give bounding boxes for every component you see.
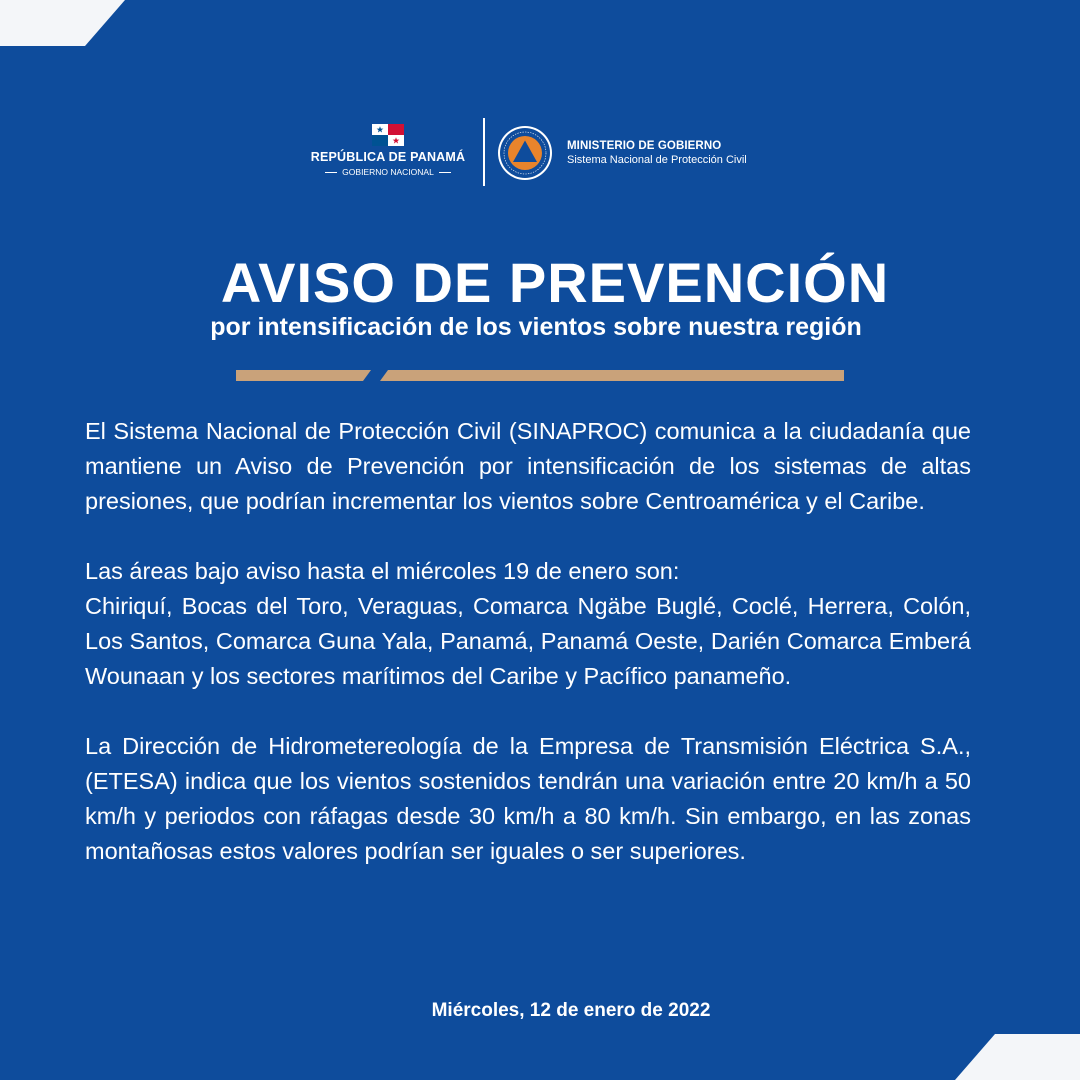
header-divider	[483, 118, 485, 186]
accent-divider-bar	[236, 370, 844, 381]
republic-logo	[310, 124, 466, 177]
ministry-subtitle: Sistema Nacional de Protección Civil	[567, 154, 747, 166]
republic-subtitle	[310, 167, 466, 177]
republic-subtitle-text: GOBIERNO NACIONAL	[342, 167, 434, 177]
announcement-date: Miércoles, 12 de enero de 2022	[431, 1000, 711, 1021]
header-logos	[0, 118, 1080, 188]
corner-decoration-top-left	[0, 0, 125, 46]
areas-intro: Las áreas bajo aviso hasta el miércoles 19 de enero son:	[85, 558, 680, 584]
page-subtitle: por intensificación de los vientos sobre nuestra región	[210, 313, 862, 341]
body-paragraph-3: La Dirección de Hidrometereología de la Empresa de Transmisión Eléctrica S.A., (ETESA) indica que los vientos sostenidos tendrán una variación entre 20 km/h a 50 km/h y periodos con ráfagas desde 30 km/h a 80 km/h. Sin embargo, en las zonas montañosas estos valores podrían ser iguales o ser superiores.	[85, 733, 971, 864]
panama-flag-icon	[372, 124, 404, 146]
page-title: AVISO DE PREVENCIÓN	[220, 251, 890, 314]
announcement-body	[85, 414, 971, 904]
ministry-name: MINISTERIO DE GOBIERNO	[567, 140, 722, 152]
ministry-logo-text	[567, 140, 747, 166]
areas-list: Chiriquí, Bocas del Toro, Veraguas, Comarca Ngäbe Buglé, Coclé, Herrera, Colón, Los Santos, Comarca Guna Yala, Panamá, Panamá Oeste, Darién Comarca Emberá Wounaan y los sectores marítimos del Caribe y Pacífico panameño.	[85, 593, 971, 689]
corner-decoration-bottom-right	[955, 1034, 1080, 1080]
republic-name: REPÚBLICA DE PANAMÁ	[310, 150, 466, 164]
civil-protection-seal-icon	[497, 125, 553, 181]
body-paragraph-1: El Sistema Nacional de Protección Civil (SINAPROC) comunica a la ciudadanía que mantiene un Aviso de Prevención por intensificación de los sistemas de altas presiones, que podrían incrementar los vientos sobre Centroamérica y el Caribe.	[85, 418, 971, 514]
